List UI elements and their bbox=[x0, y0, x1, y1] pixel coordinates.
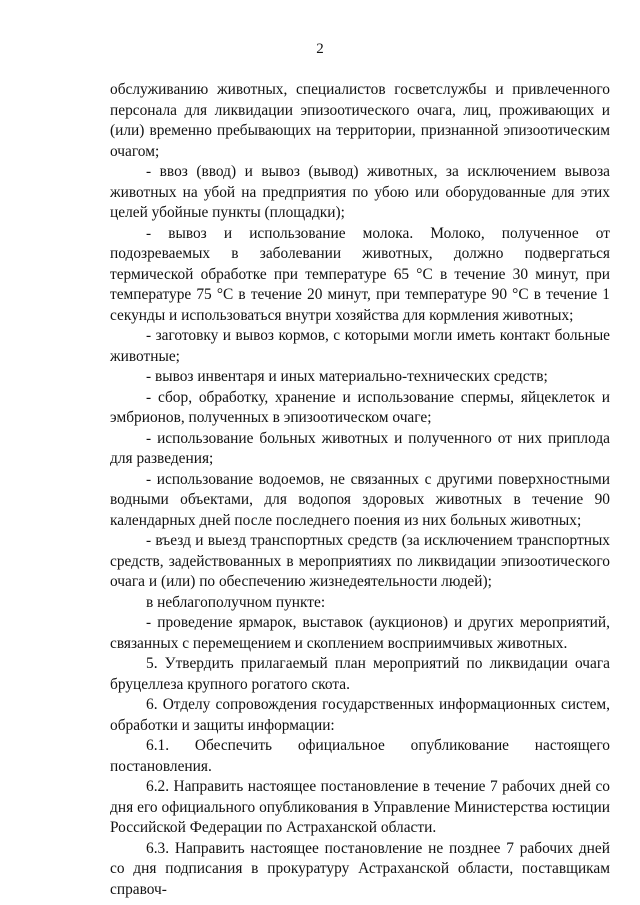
page-number: 2 bbox=[316, 41, 324, 57]
paragraph: 6. Отделу сопровождения государственных информационных систем, обработки и защиты информации: bbox=[110, 696, 610, 734]
paragraph: - ввоз (ввод) и вывоз (вывод) животных, за исключением вывоза животных на убой на предприятия по убою или оборудованные для этих целей убойные пункты (площадки); bbox=[110, 163, 610, 221]
paragraph: 5. Утвердить прилагаемый план мероприятий по ликвидации очага бруцеллеза крупного рогатого скота. bbox=[110, 655, 610, 693]
paragraph: - въезд и выезд транспортных средств (за исключением транспортных средств, задействованных в мероприятиях по ликвидации эпизоотического очага и (или) по обеспечению жизнедеятельности людей); bbox=[110, 532, 610, 590]
paragraph: - заготовку и вывоз кормов, с которыми могли иметь контакт больные животные; bbox=[110, 327, 610, 365]
paragraph: - использование водоемов, не связанных с другими поверхностными водными объектами, для водопоя здоровых животных в течение 90 календарных дней после последнего поения из них больных животных; bbox=[110, 470, 610, 529]
paragraph: 6.2. Направить настоящее постановление в течение 7 рабочих дней со дня его официального опубликования в Управление Министерства юстиции Российской Федерации по Астраханской области. bbox=[110, 778, 610, 836]
paragraph: обслуживанию животных, специалистов госветслужбы и привлеченного персонала для ликвидации эпизоотического очага, лиц, проживающих и (или) временно пребывающих на территории, признанной эпизоотическим очагом; bbox=[110, 81, 610, 160]
document-body bbox=[110, 80, 610, 900]
paragraph: 6.1. Обеспечить официальное опубликование настоящего постановления. bbox=[110, 737, 610, 775]
paragraph: - вывоз инвентаря и иных материально-технических средств; bbox=[146, 368, 548, 385]
paragraph: в неблагополучном пункте: bbox=[146, 593, 326, 611]
paragraph: - сбор, обработку, хранение и использование спермы, яйцеклеток и эмбрионов, полученных в эпизоотическом очаге; bbox=[110, 388, 610, 426]
paragraph: 6.3. Направить настоящее постановление не позднее 7 рабочих дней со дня подписания в прокуратуру Астраханской области, поставщикам справоч- bbox=[110, 839, 610, 898]
paragraph: - использование больных животных и полученного от них приплода для разведения; bbox=[110, 429, 610, 467]
paragraph: - вывоз и использование молока. Молоко, полученное от подозреваемых в заболевании животных, должно подвергаться термической обработке при температуре 65 °С в течение 30 минут, при температуре 75 °С в течение 20 минут, при температуре 90 °С в течение 1 секунды и использоваться внутри хозяйства для кормления животных; bbox=[110, 224, 610, 324]
paragraph: - проведение ярмарок, выставок (аукционов) и других мероприятий, связанных с перемещением и скоплением восприимчивых животных. bbox=[110, 614, 610, 652]
